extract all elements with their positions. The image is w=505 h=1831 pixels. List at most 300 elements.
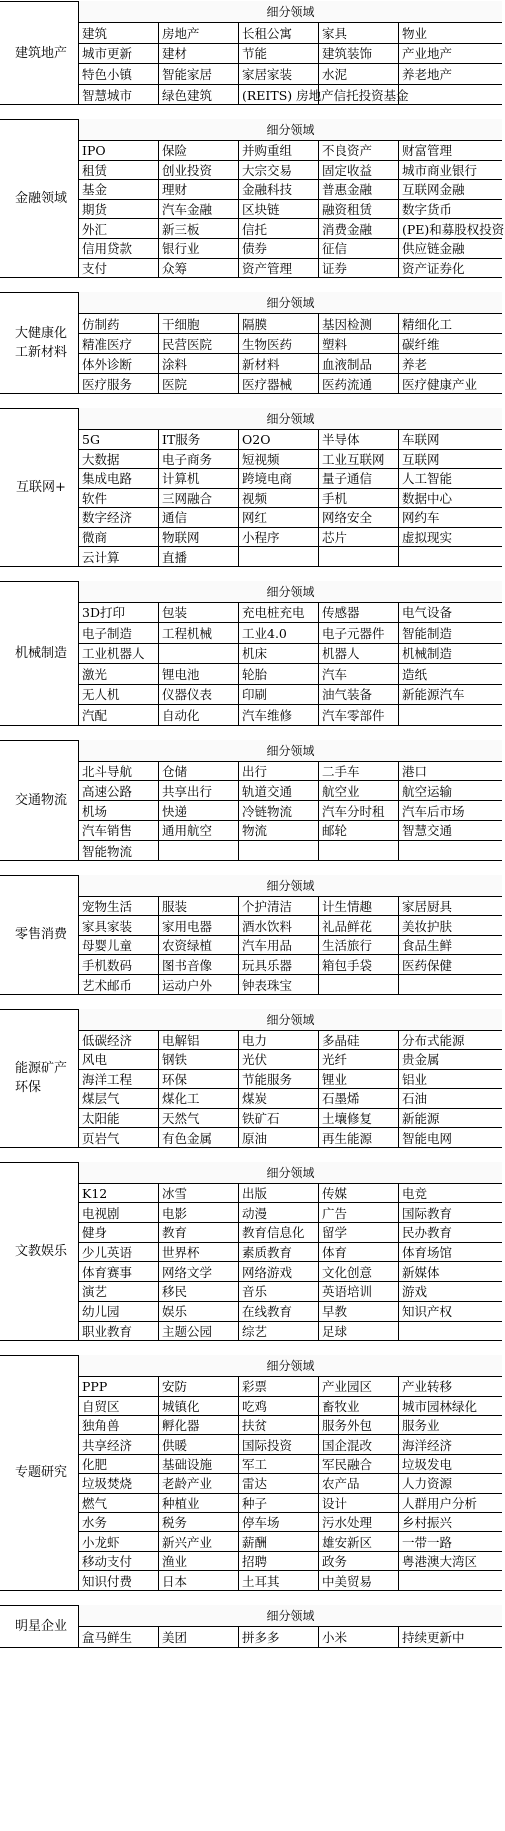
table-cell: 视频 xyxy=(239,489,319,508)
table-cell: 网络游戏 xyxy=(239,1262,319,1281)
table-cell: 招聘 xyxy=(239,1552,319,1570)
table-cell: 职业教育 xyxy=(79,1322,159,1342)
table-cell: 军工 xyxy=(239,1455,319,1473)
category-line: 交通物流 xyxy=(14,792,67,808)
table-row xyxy=(79,821,502,841)
table-cell: 建筑装饰 xyxy=(319,44,399,64)
table-row xyxy=(79,1109,502,1129)
category-label-text xyxy=(15,1463,67,1482)
table-cell: 养老 xyxy=(402,356,428,372)
table-cell: 宠物生活 xyxy=(79,897,159,916)
subfield-grid xyxy=(78,740,502,861)
table-row xyxy=(79,489,502,509)
table-cell: 安防 xyxy=(159,1377,239,1395)
category-line: 互联网+ xyxy=(16,479,66,495)
table-cell: 众筹 xyxy=(159,259,239,279)
table-cell: 港口 xyxy=(402,764,428,780)
table-cell: 设计 xyxy=(319,1494,399,1512)
table-row xyxy=(79,141,502,161)
table-cell: 素质教育 xyxy=(239,1243,319,1262)
table-cell: 机床 xyxy=(239,644,319,664)
table-cell: 移动支付 xyxy=(79,1552,159,1570)
table-cell: 汽车金融 xyxy=(159,200,239,219)
table-cell: 互联网 xyxy=(402,451,440,467)
category-label-text xyxy=(15,1059,67,1097)
table-cell: 塑料 xyxy=(319,334,399,353)
table-cell: 基础设施 xyxy=(159,1455,239,1473)
table-cell: 酒水饮料 xyxy=(239,916,319,935)
table-cell: 持续更新中 xyxy=(402,1630,465,1646)
subfield-header: 细分领域 xyxy=(79,292,502,314)
table-cell: 医疗健康产业 xyxy=(402,377,478,393)
table-cell: 仿制药 xyxy=(79,314,159,333)
table-cell: 英语培训 xyxy=(319,1282,399,1301)
table-row xyxy=(79,936,502,956)
table-cell: 税务 xyxy=(159,1513,239,1531)
table-cell: 新材料 xyxy=(239,354,319,373)
table-row xyxy=(79,200,502,220)
table-cell: 医院 xyxy=(159,374,239,394)
table-cell: 雷达 xyxy=(239,1474,319,1492)
table-cell: 直播 xyxy=(159,547,239,567)
table-cell: 汽车维修 xyxy=(239,705,319,726)
table-cell: 新三板 xyxy=(159,219,239,238)
table-cell: 知识付费 xyxy=(79,1571,159,1590)
table-row xyxy=(79,1455,502,1474)
table-cell: 供应链金融 xyxy=(402,241,465,257)
table-cell xyxy=(239,841,319,861)
table-row xyxy=(79,314,502,334)
table-cell: 足球 xyxy=(319,1322,399,1342)
table-cell: 网络安全 xyxy=(319,508,399,527)
table-row xyxy=(79,781,502,801)
table-cell: 海洋经济 xyxy=(402,1437,453,1453)
subfield-header: 细分领域 xyxy=(79,1605,502,1627)
table-cell: 燃气 xyxy=(79,1494,159,1512)
table-cell: 民营医院 xyxy=(159,334,239,353)
table-cell: 互联网金融 xyxy=(402,182,465,198)
table-row xyxy=(79,161,502,181)
table-row xyxy=(79,1322,502,1342)
table-cell: 通用航空 xyxy=(159,821,239,840)
table-cell: 供暖 xyxy=(159,1435,239,1453)
table-cell: 在线教育 xyxy=(239,1302,319,1321)
table-cell: 天然气 xyxy=(159,1109,239,1128)
table-cell: 城镇化 xyxy=(159,1397,239,1415)
table-cell: 钢铁 xyxy=(159,1050,239,1069)
table-cell: 汽车后市场 xyxy=(402,803,465,819)
table-cell: 艺术邮币 xyxy=(79,975,159,995)
table-cell: 城市更新 xyxy=(79,44,159,64)
table-cell xyxy=(399,975,502,995)
table-cell: 煤层气 xyxy=(79,1089,159,1108)
table-cell: 美妆护肤 xyxy=(402,918,453,934)
subfield-header: 细分领域 xyxy=(79,1009,502,1031)
table-cell: 网络文学 xyxy=(159,1262,239,1281)
table-cell: 知识产权 xyxy=(402,1304,453,1320)
table-row xyxy=(79,1627,502,1648)
table-cell: 石墨烯 xyxy=(319,1089,399,1108)
table-row xyxy=(79,1474,502,1493)
table-cell: 建筑 xyxy=(79,23,159,43)
table-cell: 房地产 xyxy=(159,23,239,43)
table-cell: 日本 xyxy=(159,1571,239,1590)
category-line: 明星企业 xyxy=(14,1618,67,1634)
table-cell xyxy=(399,1322,502,1342)
table-cell: 海洋工程 xyxy=(79,1070,159,1089)
subfield-grid xyxy=(78,1355,502,1590)
table-cell: 城市园林绿化 xyxy=(402,1398,478,1414)
table-row xyxy=(79,664,502,685)
table-cell: 煤化工 xyxy=(159,1089,239,1108)
subfield-grid xyxy=(78,581,502,726)
table-cell: 汽车用品 xyxy=(239,936,319,955)
category-label-text xyxy=(15,1242,67,1261)
table-cell: 包装 xyxy=(159,603,239,623)
table-row xyxy=(79,44,502,65)
table-row xyxy=(79,1552,502,1571)
table-cell: 综艺 xyxy=(239,1322,319,1342)
table-cell: 融资租赁 xyxy=(319,200,399,219)
table-cell: 三网融合 xyxy=(159,489,239,508)
table-cell: 资产证券化 xyxy=(402,261,465,277)
section xyxy=(0,119,505,278)
table-cell: 软件 xyxy=(79,489,159,508)
table-cell: 电子元器件 xyxy=(319,623,399,643)
table-cell: 医药流通 xyxy=(319,374,399,394)
table-row xyxy=(79,180,502,200)
table-cell: 精准医疗 xyxy=(79,334,159,353)
table-cell: 独角兽 xyxy=(79,1416,159,1434)
table-cell: 自动化 xyxy=(159,705,239,726)
table-cell: 煤炭 xyxy=(239,1089,319,1108)
table-cell: 碳纤维 xyxy=(402,336,440,352)
table-cell: 航空运输 xyxy=(402,783,453,799)
table-row xyxy=(79,1397,502,1416)
table-cell: 北斗导航 xyxy=(79,762,159,781)
table-cell xyxy=(159,644,239,664)
table-cell: 玩具乐器 xyxy=(239,955,319,974)
table-cell: 固定收益 xyxy=(319,161,399,180)
table-cell: 铝业 xyxy=(402,1071,428,1087)
table-cell: 健身 xyxy=(79,1223,159,1242)
table-cell: 娱乐 xyxy=(159,1302,239,1321)
table-row xyxy=(79,1262,502,1282)
table-cell: 政务 xyxy=(319,1552,399,1570)
table-cell: 外汇 xyxy=(79,219,159,238)
table-cell xyxy=(399,841,502,861)
table-cell: 薪酬 xyxy=(239,1532,319,1550)
table-cell: 石油 xyxy=(402,1091,428,1107)
table-cell: 食品生鲜 xyxy=(402,938,453,954)
table-row xyxy=(79,1223,502,1243)
table-row xyxy=(79,1416,502,1435)
category-label xyxy=(0,740,78,861)
table-row xyxy=(79,239,502,259)
table-cell: 小米 xyxy=(319,1627,399,1648)
table-cell: 再生能源 xyxy=(319,1128,399,1148)
table-cell: O2O xyxy=(239,430,319,449)
table-cell: 征信 xyxy=(319,239,399,258)
table-cell: 体育赛事 xyxy=(79,1262,159,1281)
category-label-text xyxy=(15,1617,67,1636)
table-cell: 汽车零部件 xyxy=(319,705,399,726)
table-cell: 资产管理 xyxy=(239,259,319,279)
table-cell: 生活旅行 xyxy=(319,936,399,955)
table-cell: 传感器 xyxy=(319,603,399,623)
table-cell: 创业投资 xyxy=(159,161,239,180)
category-label-text xyxy=(15,189,67,208)
table-row xyxy=(79,1494,502,1513)
table-cell: 仪器仪表 xyxy=(159,685,239,705)
table-cell: 支付 xyxy=(79,259,159,279)
table-cell: 车联网 xyxy=(402,432,440,448)
table-row xyxy=(79,1203,502,1223)
table-cell: 个护清洁 xyxy=(239,897,319,916)
category-line: 工新材料 xyxy=(14,345,67,361)
table-cell: 出版 xyxy=(239,1184,319,1203)
table-cell: 理财 xyxy=(159,180,239,199)
table-cell: PPP xyxy=(79,1377,159,1395)
table-row xyxy=(79,23,502,44)
table-cell xyxy=(399,547,502,567)
table-cell: 锂业 xyxy=(319,1070,399,1089)
table-cell: 小龙虾 xyxy=(79,1532,159,1550)
table-cell: 绿色建筑 xyxy=(159,85,239,106)
table-cell: 二手车 xyxy=(319,762,399,781)
table-cell: 母婴儿童 xyxy=(79,936,159,955)
table-cell: 激光 xyxy=(79,664,159,684)
subfield-header: 细分领域 xyxy=(79,1162,502,1184)
table-cell: 体外诊断 xyxy=(79,354,159,373)
table-row xyxy=(79,528,502,548)
table-cell: 军民融合 xyxy=(319,1455,399,1473)
table-cell: 节能 xyxy=(239,44,319,64)
table-cell: 家具 xyxy=(319,23,399,43)
table-row xyxy=(79,334,502,354)
table-row xyxy=(79,64,502,85)
table-row xyxy=(79,259,502,279)
table-cell: 粤港澳大湾区 xyxy=(402,1554,478,1569)
table-cell: 化肥 xyxy=(79,1455,159,1473)
table-cell: 手机 xyxy=(319,489,399,508)
table-row xyxy=(79,1377,502,1396)
table-cell: 电子制造 xyxy=(79,623,159,643)
table-cell: 计算机 xyxy=(159,469,239,488)
table-cell: 快递 xyxy=(159,801,239,820)
table-cell: 新能源 xyxy=(402,1110,440,1126)
table-row xyxy=(79,1513,502,1532)
table-cell: 出行 xyxy=(239,762,319,781)
table-cell: 工程机械 xyxy=(159,623,239,643)
table-cell: 隔膜 xyxy=(239,314,319,333)
table-cell: 信托 xyxy=(239,219,319,238)
subfield-grid xyxy=(78,1162,502,1342)
table-cell: 机械制造 xyxy=(402,646,453,662)
table-cell: 汽车销售 xyxy=(79,821,159,840)
category-label xyxy=(0,1162,78,1342)
section xyxy=(0,1162,505,1342)
category-label-text xyxy=(15,324,67,362)
table-cell: 区块链 xyxy=(239,200,319,219)
subfield-header: 细分领域 xyxy=(79,1,502,23)
table-cell: 无人机 xyxy=(79,685,159,705)
table-cell: 产业园区 xyxy=(319,1377,399,1395)
table-cell: 电子商务 xyxy=(159,450,239,469)
table-cell: 幼儿园 xyxy=(79,1302,159,1321)
table-cell: 汽车分时租 xyxy=(319,801,399,820)
table-cell: 数字货币 xyxy=(402,202,453,218)
table-cell: 箱包手袋 xyxy=(319,955,399,974)
table-cell: 短视频 xyxy=(239,450,319,469)
table-cell: 音乐 xyxy=(239,1282,319,1301)
subfield-header: 细分领域 xyxy=(79,408,502,430)
table-cell: 网约车 xyxy=(402,510,440,526)
table-cell: 产业地产 xyxy=(402,46,453,62)
table-cell: 广告 xyxy=(319,1203,399,1222)
subfield-grid xyxy=(78,1605,502,1648)
table-cell: 工业互联网 xyxy=(319,450,399,469)
table-cell: 有色金属 xyxy=(159,1128,239,1148)
table-cell: 小程序 xyxy=(239,528,319,547)
table-cell xyxy=(319,85,399,106)
table-cell: 智能物流 xyxy=(79,841,159,861)
table-cell: 智能制造 xyxy=(402,625,453,641)
table-cell: 老龄产业 xyxy=(159,1474,239,1492)
section xyxy=(0,292,505,394)
table-cell: 礼品鲜花 xyxy=(319,916,399,935)
table-cell: 大数据 xyxy=(79,450,159,469)
table-row xyxy=(79,430,502,450)
table-cell: (REITS) 房地产信托投资基金 xyxy=(239,85,319,106)
category-line: 零售消费 xyxy=(14,927,67,943)
table-cell: 家具家装 xyxy=(79,916,159,935)
table-cell: 期货 xyxy=(79,200,159,219)
table-cell: 人群用户分析 xyxy=(402,1495,478,1511)
table-cell: 并购重组 xyxy=(239,141,319,160)
section xyxy=(0,740,505,861)
table-cell: 吃鸡 xyxy=(239,1397,319,1415)
table-cell: 服务业 xyxy=(402,1418,440,1434)
table-cell: 早教 xyxy=(319,1302,399,1321)
table-cell: 锂电池 xyxy=(159,664,239,684)
table-cell: 智能电网 xyxy=(402,1130,453,1146)
table-cell: 电竞 xyxy=(402,1186,428,1202)
table-cell: 血液制品 xyxy=(319,354,399,373)
table-cell: 云计算 xyxy=(79,547,159,567)
table-cell: 美团 xyxy=(159,1627,239,1648)
table-cell: 彩票 xyxy=(239,1377,319,1395)
table-cell: 电气设备 xyxy=(402,605,453,621)
table-cell: 环保 xyxy=(159,1070,239,1089)
table-cell: 留学 xyxy=(319,1223,399,1242)
table-cell: 贵金属 xyxy=(402,1052,440,1068)
table-row xyxy=(79,916,502,936)
table-cell: 分布式能源 xyxy=(402,1032,465,1048)
table-cell: 人力资源 xyxy=(402,1476,453,1492)
subfield-header: 细分领域 xyxy=(79,119,502,141)
table-cell: 风电 xyxy=(79,1050,159,1069)
category-label xyxy=(0,1,78,105)
subfield-header: 细分领域 xyxy=(79,875,502,897)
section xyxy=(0,581,505,726)
table-cell: 体育场馆 xyxy=(402,1245,453,1261)
table-cell: 5G xyxy=(79,430,159,449)
table-cell: 共享经济 xyxy=(79,1435,159,1453)
section xyxy=(0,1,505,105)
table-cell: 邮轮 xyxy=(319,821,399,840)
table-cell: 畜牧业 xyxy=(319,1397,399,1415)
section xyxy=(0,1355,505,1590)
subfield-grid xyxy=(78,292,502,394)
table-cell: 信用贷款 xyxy=(79,239,159,258)
table-row xyxy=(79,705,502,726)
table-cell: 农产品 xyxy=(319,1474,399,1492)
table-cell: 扶贫 xyxy=(239,1416,319,1434)
table-cell: 种植业 xyxy=(159,1494,239,1512)
table-cell: 教育信息化 xyxy=(239,1223,319,1242)
table-row xyxy=(79,1089,502,1109)
table-cell: 家居厨具 xyxy=(402,898,453,914)
table-cell: 教育 xyxy=(159,1223,239,1242)
table-cell: 物联网 xyxy=(159,528,239,547)
table-cell: 世界杯 xyxy=(159,1243,239,1262)
table-cell: 干细胞 xyxy=(159,314,239,333)
section xyxy=(0,875,505,995)
table-cell xyxy=(399,85,502,106)
category-line: 金融领域 xyxy=(14,191,67,207)
table-cell: 一带一路 xyxy=(402,1534,453,1550)
table-cell: 轨道交通 xyxy=(239,781,319,800)
table-cell: 共享出行 xyxy=(159,781,239,800)
subfield-grid xyxy=(78,1009,502,1148)
table-cell: 智慧交通 xyxy=(402,823,453,839)
table-cell: 国际投资 xyxy=(239,1435,319,1453)
table-row xyxy=(79,469,502,489)
table-row xyxy=(79,801,502,821)
table-cell: 渔业 xyxy=(159,1552,239,1570)
category-line: 建筑地产 xyxy=(14,45,67,61)
table-row xyxy=(79,354,502,374)
category-label xyxy=(0,119,78,278)
table-cell: 新媒体 xyxy=(402,1264,440,1280)
table-cell: 精细化工 xyxy=(402,316,453,332)
table-cell: 低碳经济 xyxy=(79,1031,159,1050)
table-cell: 主题公园 xyxy=(159,1322,239,1342)
table-cell: 汽车 xyxy=(319,664,399,684)
table-cell: 医疗器械 xyxy=(239,374,319,394)
category-line: 文教娱乐 xyxy=(14,1243,67,1259)
table-cell: (PE)和募股权投资 xyxy=(402,221,505,237)
table-cell: 充电桩充电 xyxy=(239,603,319,623)
table-cell: 盒马鲜生 xyxy=(79,1627,159,1648)
table-cell: 国际教育 xyxy=(402,1205,453,1221)
table-row xyxy=(79,975,502,995)
table-cell: 水务 xyxy=(79,1513,159,1531)
table-cell: 运动户外 xyxy=(159,975,239,995)
table-cell: 通信 xyxy=(159,508,239,527)
table-cell: 智能家居 xyxy=(159,64,239,84)
category-line: 大健康化 xyxy=(14,326,67,342)
table-cell xyxy=(399,1571,502,1590)
table-cell: 债券 xyxy=(239,239,319,258)
table-cell: 新能源汽车 xyxy=(402,687,465,703)
table-cell: 芯片 xyxy=(319,528,399,547)
table-cell: 新兴产业 xyxy=(159,1532,239,1550)
table-cell: 自贸区 xyxy=(79,1397,159,1415)
table-cell: 停车场 xyxy=(239,1513,319,1531)
table-cell: 体育 xyxy=(319,1243,399,1262)
